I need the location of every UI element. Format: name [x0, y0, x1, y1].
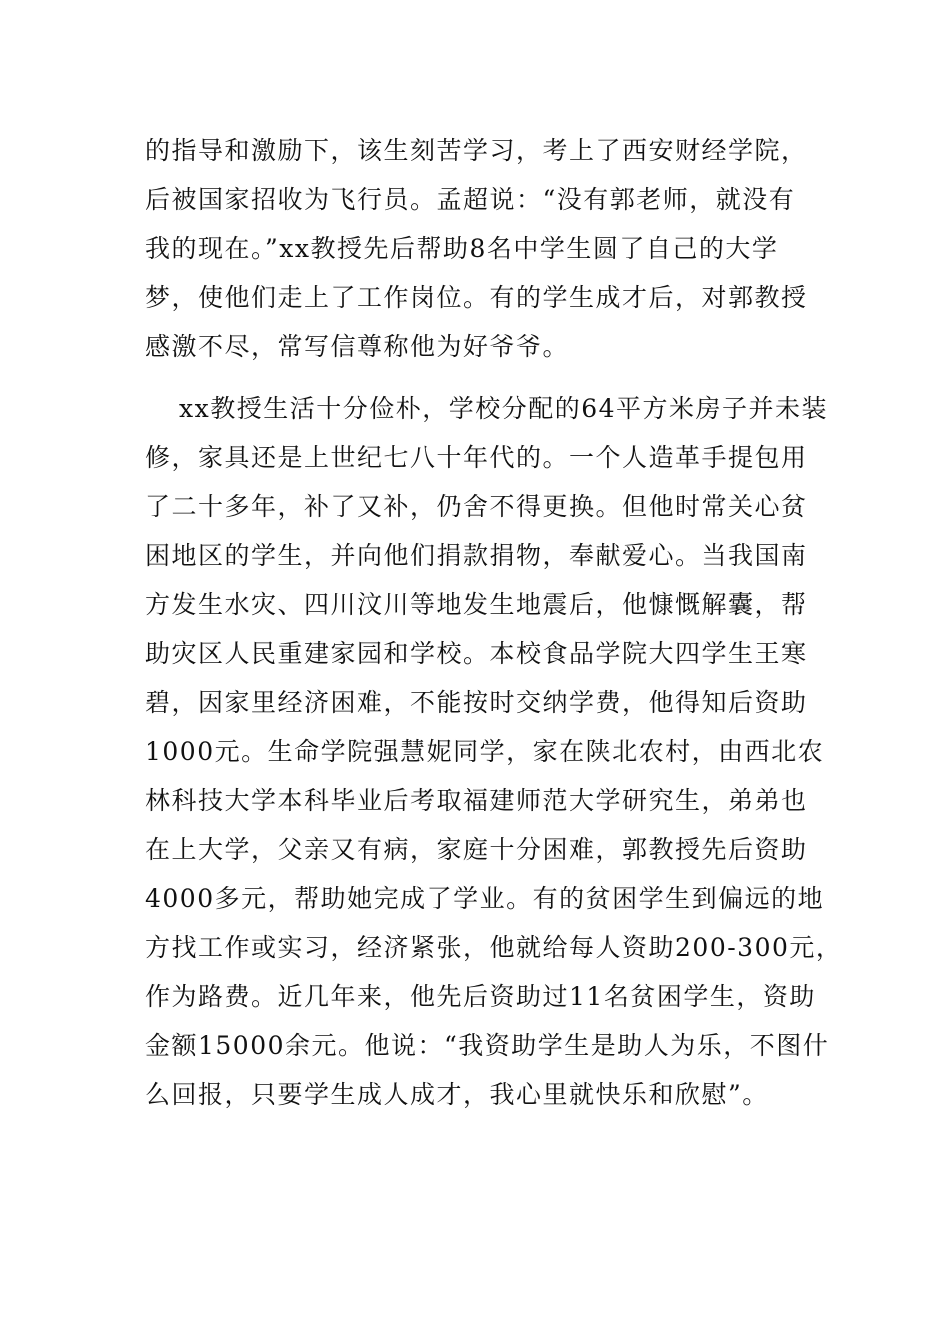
- text-line: 我的现在。”xx教授先后帮助8名中学生圆了自己的大学: [145, 234, 779, 263]
- text-line: 了二十多年，补了又补，仍舍不得更换。但他时常关心贫: [145, 492, 808, 521]
- text-line: 感激不尽，常写信尊称他为好爷爷。: [145, 332, 570, 361]
- text-line: 后被国家招收为飞行员。孟超说：“没有郭老师，就没有: [145, 185, 796, 214]
- text-line: xx教授生活十分俭朴，学校分配的64平方米房子并未装: [179, 394, 829, 423]
- text-line: 碧，因家里经济困难，不能按时交纳学费，他得知后资助: [145, 688, 808, 717]
- text-line: 方找工作或实习，经济紧张，他就给每人资助200-300元，: [145, 933, 843, 962]
- text-line: 在上大学，父亲又有病，家庭十分困难，郭教授先后资助: [145, 835, 808, 864]
- text-line: 的指导和激励下，该生刻苦学习，考上了西安财经学院，: [145, 136, 808, 165]
- text-line: 1000元。生命学院强慧妮同学，家在陕北农村，由西北农: [145, 737, 825, 766]
- text-line: 助灾区人民重建家园和学校。本校食品学院大四学生王寒: [145, 639, 808, 668]
- text-line: 修，家具还是上世纪七八十年代的。一个人造革手提包用: [145, 443, 808, 472]
- text-line: 金额15000余元。他说：“我资助学生是助人为乐，不图什: [145, 1031, 830, 1060]
- text-line: 方发生水灾、四川汶川等地发生地震后，他慷慨解囊，帮: [145, 590, 808, 619]
- text-line: 林科技大学本科毕业后考取福建师范大学研究生，弟弟也: [145, 786, 808, 815]
- text-line: 作为路费。近几年来，他先后资助过11名贫困学生，资助: [145, 982, 816, 1011]
- text-line: 么回报，只要学生成人成才，我心里就快乐和欣慰”。: [145, 1080, 769, 1109]
- text-line: 4000多元，帮助她完成了学业。有的贫困学生到偏远的地: [145, 884, 825, 913]
- text-line: 困地区的学生，并向他们捐款捐物，奉献爱心。当我国南: [145, 541, 808, 570]
- text-line: 梦，使他们走上了工作岗位。有的学生成才后，对郭教授: [145, 283, 808, 312]
